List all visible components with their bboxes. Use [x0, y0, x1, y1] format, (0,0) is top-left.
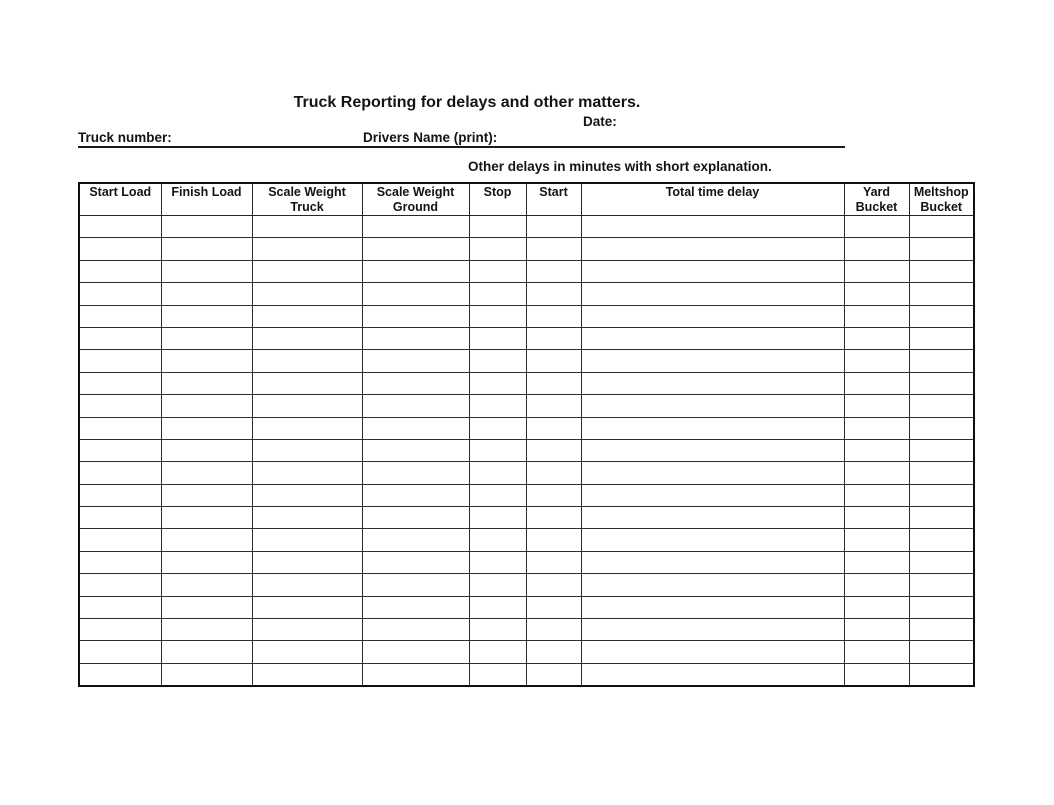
table-row: [79, 216, 974, 238]
table-row: [79, 439, 974, 461]
table-cell-scale-weight-ground: [362, 417, 469, 439]
table-row: [79, 327, 974, 349]
table-cell-meltshop-bucket: [909, 350, 974, 372]
table-cell-scale-weight-ground: [362, 283, 469, 305]
table-row: [79, 663, 974, 685]
column-header-meltshop-bucket: Meltshop Bucket: [909, 183, 974, 216]
table-cell-meltshop-bucket: [909, 395, 974, 417]
table-cell-yard-bucket: [844, 529, 909, 551]
table-cell-start-load: [79, 507, 161, 529]
table-row: [79, 641, 974, 663]
table-cell-total-time-delay: [581, 305, 844, 327]
table-cell-total-time-delay: [581, 507, 844, 529]
table-cell-stop: [469, 260, 526, 282]
table-cell-meltshop-bucket: [909, 439, 974, 461]
table-row: [79, 238, 974, 260]
table-cell-stop: [469, 417, 526, 439]
table-cell-total-time-delay: [581, 462, 844, 484]
table-cell-start: [526, 260, 581, 282]
table-cell-finish-load: [161, 372, 252, 394]
table-cell-total-time-delay: [581, 238, 844, 260]
table-cell-scale-weight-truck: [252, 439, 362, 461]
table-cell-yard-bucket: [844, 305, 909, 327]
table-cell-start-load: [79, 305, 161, 327]
table-cell-scale-weight-ground: [362, 641, 469, 663]
table-row: [79, 596, 974, 618]
column-header-total-time-delay: Total time delay: [581, 183, 844, 216]
table-cell-scale-weight-ground: [362, 551, 469, 573]
table-row: [79, 372, 974, 394]
table-cell-stop: [469, 439, 526, 461]
table-cell-scale-weight-truck: [252, 462, 362, 484]
table-cell-total-time-delay: [581, 663, 844, 685]
table-cell-meltshop-bucket: [909, 663, 974, 685]
table-cell-finish-load: [161, 462, 252, 484]
table-cell-stop: [469, 283, 526, 305]
table-cell-start: [526, 574, 581, 596]
drivers-name-label: Drivers Name (print):: [363, 130, 498, 145]
table-cell-stop: [469, 238, 526, 260]
table-row: [79, 529, 974, 551]
table-header-row: [79, 183, 974, 216]
table-cell-total-time-delay: [581, 574, 844, 596]
table-cell-finish-load: [161, 260, 252, 282]
table-cell-finish-load: [161, 439, 252, 461]
table-cell-start-load: [79, 238, 161, 260]
table-cell-meltshop-bucket: [909, 596, 974, 618]
column-header-scale-weight-truck: Scale Weight Truck: [252, 183, 362, 216]
column-header-finish-load: Finish Load: [161, 183, 252, 216]
table-cell-yard-bucket: [844, 462, 909, 484]
table-cell-finish-load: [161, 529, 252, 551]
table-cell-start: [526, 216, 581, 238]
table-cell-meltshop-bucket: [909, 484, 974, 506]
table-cell-scale-weight-truck: [252, 350, 362, 372]
table-cell-scale-weight-ground: [362, 395, 469, 417]
table-row: [79, 260, 974, 282]
table-cell-start: [526, 529, 581, 551]
table-cell-yard-bucket: [844, 350, 909, 372]
table-cell-meltshop-bucket: [909, 260, 974, 282]
table-cell-stop: [469, 216, 526, 238]
table-cell-scale-weight-truck: [252, 417, 362, 439]
table-cell-start-load: [79, 372, 161, 394]
table-cell-finish-load: [161, 417, 252, 439]
table-cell-scale-weight-ground: [362, 574, 469, 596]
table-cell-start: [526, 238, 581, 260]
table-cell-start-load: [79, 462, 161, 484]
table-cell-yard-bucket: [844, 484, 909, 506]
table-row: [79, 462, 974, 484]
table-cell-start: [526, 641, 581, 663]
date-label: Date:: [583, 114, 617, 129]
table-cell-start: [526, 439, 581, 461]
table-caption: Other delays in minutes with short explanation.: [468, 159, 772, 174]
table-cell-meltshop-bucket: [909, 327, 974, 349]
column-header-start: Start: [526, 183, 581, 216]
table-row: [79, 574, 974, 596]
table-cell-stop: [469, 596, 526, 618]
table-cell-total-time-delay: [581, 260, 844, 282]
table-cell-scale-weight-ground: [362, 596, 469, 618]
table-cell-meltshop-bucket: [909, 216, 974, 238]
table-row: [79, 507, 974, 529]
table-cell-scale-weight-ground: [362, 350, 469, 372]
table-cell-yard-bucket: [844, 372, 909, 394]
table-row: [79, 551, 974, 573]
table-cell-stop: [469, 551, 526, 573]
table-cell-start: [526, 663, 581, 685]
table-cell-scale-weight-ground: [362, 462, 469, 484]
table-cell-stop: [469, 641, 526, 663]
table-cell-meltshop-bucket: [909, 305, 974, 327]
table-cell-stop: [469, 395, 526, 417]
table-row: [79, 417, 974, 439]
table-cell-scale-weight-truck: [252, 484, 362, 506]
table-cell-stop: [469, 305, 526, 327]
table-cell-yard-bucket: [844, 238, 909, 260]
table-cell-meltshop-bucket: [909, 507, 974, 529]
table-cell-start-load: [79, 574, 161, 596]
table-cell-finish-load: [161, 507, 252, 529]
table-cell-finish-load: [161, 238, 252, 260]
table-cell-yard-bucket: [844, 417, 909, 439]
table-cell-yard-bucket: [844, 663, 909, 685]
table-cell-yard-bucket: [844, 551, 909, 573]
table-cell-yard-bucket: [844, 574, 909, 596]
table-cell-scale-weight-ground: [362, 529, 469, 551]
table-cell-total-time-delay: [581, 484, 844, 506]
table-cell-start-load: [79, 641, 161, 663]
table-cell-start-load: [79, 596, 161, 618]
table-cell-meltshop-bucket: [909, 574, 974, 596]
table-cell-stop: [469, 619, 526, 641]
table-cell-start: [526, 372, 581, 394]
table-cell-finish-load: [161, 283, 252, 305]
table-cell-scale-weight-ground: [362, 327, 469, 349]
header-fill-line: [78, 146, 845, 148]
table-cell-scale-weight-ground: [362, 484, 469, 506]
table-cell-finish-load: [161, 327, 252, 349]
table-cell-scale-weight-ground: [362, 663, 469, 685]
table-cell-total-time-delay: [581, 216, 844, 238]
column-header-scale-weight-ground: Scale Weight Ground: [362, 183, 469, 216]
table-cell-meltshop-bucket: [909, 417, 974, 439]
table-cell-stop: [469, 507, 526, 529]
table-cell-scale-weight-truck: [252, 529, 362, 551]
table-cell-total-time-delay: [581, 551, 844, 573]
table-cell-stop: [469, 372, 526, 394]
table-cell-total-time-delay: [581, 641, 844, 663]
table-cell-start: [526, 283, 581, 305]
table-cell-start-load: [79, 350, 161, 372]
table-cell-stop: [469, 327, 526, 349]
table-cell-total-time-delay: [581, 417, 844, 439]
table-cell-meltshop-bucket: [909, 529, 974, 551]
table-cell-total-time-delay: [581, 619, 844, 641]
table-cell-meltshop-bucket: [909, 238, 974, 260]
table-cell-finish-load: [161, 216, 252, 238]
table-cell-yard-bucket: [844, 596, 909, 618]
table-cell-total-time-delay: [581, 439, 844, 461]
table-cell-yard-bucket: [844, 507, 909, 529]
table-row: [79, 283, 974, 305]
truck-number-label: Truck number:: [78, 130, 172, 145]
table-cell-start: [526, 507, 581, 529]
table-cell-yard-bucket: [844, 395, 909, 417]
table-cell-start-load: [79, 260, 161, 282]
table-cell-scale-weight-truck: [252, 216, 362, 238]
table-cell-start: [526, 305, 581, 327]
table-cell-finish-load: [161, 551, 252, 573]
table-cell-scale-weight-truck: [252, 260, 362, 282]
table-cell-meltshop-bucket: [909, 619, 974, 641]
table-cell-yard-bucket: [844, 216, 909, 238]
table-cell-scale-weight-ground: [362, 260, 469, 282]
table-cell-start-load: [79, 529, 161, 551]
table-cell-start-load: [79, 395, 161, 417]
table-cell-scale-weight-ground: [362, 305, 469, 327]
table-cell-scale-weight-ground: [362, 372, 469, 394]
table-cell-meltshop-bucket: [909, 283, 974, 305]
table-cell-stop: [469, 663, 526, 685]
table-cell-start-load: [79, 619, 161, 641]
table-cell-stop: [469, 574, 526, 596]
table-cell-total-time-delay: [581, 350, 844, 372]
table-cell-scale-weight-truck: [252, 238, 362, 260]
table-cell-meltshop-bucket: [909, 462, 974, 484]
table-cell-yard-bucket: [844, 327, 909, 349]
form-title: Truck Reporting for delays and other matters.: [293, 94, 641, 111]
table-cell-total-time-delay: [581, 596, 844, 618]
table-cell-scale-weight-truck: [252, 619, 362, 641]
table-cell-scale-weight-truck: [252, 641, 362, 663]
table-cell-scale-weight-truck: [252, 551, 362, 573]
table-cell-yard-bucket: [844, 641, 909, 663]
table-row: [79, 395, 974, 417]
table-cell-scale-weight-ground: [362, 238, 469, 260]
table-cell-start: [526, 395, 581, 417]
table-cell-scale-weight-truck: [252, 283, 362, 305]
table-cell-total-time-delay: [581, 327, 844, 349]
table-cell-meltshop-bucket: [909, 641, 974, 663]
table-row: [79, 484, 974, 506]
table-cell-scale-weight-truck: [252, 663, 362, 685]
table-cell-total-time-delay: [581, 395, 844, 417]
table-cell-yard-bucket: [844, 260, 909, 282]
table-cell-yard-bucket: [844, 619, 909, 641]
table-cell-yard-bucket: [844, 283, 909, 305]
table-cell-stop: [469, 529, 526, 551]
table-cell-start-load: [79, 484, 161, 506]
table-cell-start-load: [79, 327, 161, 349]
table-cell-scale-weight-truck: [252, 596, 362, 618]
table-cell-finish-load: [161, 305, 252, 327]
delay-report-table: [78, 182, 975, 687]
table-cell-start: [526, 462, 581, 484]
table-cell-finish-load: [161, 619, 252, 641]
table-cell-scale-weight-ground: [362, 619, 469, 641]
column-header-yard-bucket: Yard Bucket: [844, 183, 909, 216]
table-cell-scale-weight-ground: [362, 507, 469, 529]
table-cell-start-load: [79, 551, 161, 573]
table-cell-finish-load: [161, 663, 252, 685]
table-cell-start: [526, 596, 581, 618]
table-cell-scale-weight-ground: [362, 216, 469, 238]
table-cell-scale-weight-truck: [252, 305, 362, 327]
table-cell-start-load: [79, 417, 161, 439]
table-cell-scale-weight-truck: [252, 372, 362, 394]
table-cell-yard-bucket: [844, 439, 909, 461]
table-cell-total-time-delay: [581, 283, 844, 305]
table-cell-stop: [469, 350, 526, 372]
table-cell-start: [526, 327, 581, 349]
table-cell-scale-weight-ground: [362, 439, 469, 461]
table-cell-scale-weight-truck: [252, 395, 362, 417]
table-cell-start-load: [79, 663, 161, 685]
table-cell-start-load: [79, 439, 161, 461]
column-header-start-load: Start Load: [79, 183, 161, 216]
table-cell-start: [526, 619, 581, 641]
table-cell-finish-load: [161, 574, 252, 596]
table-cell-finish-load: [161, 484, 252, 506]
table-cell-finish-load: [161, 596, 252, 618]
table-cell-finish-load: [161, 350, 252, 372]
table-cell-meltshop-bucket: [909, 372, 974, 394]
table-cell-stop: [469, 484, 526, 506]
table-cell-total-time-delay: [581, 372, 844, 394]
table-cell-start-load: [79, 283, 161, 305]
table-cell-scale-weight-truck: [252, 507, 362, 529]
table-cell-stop: [469, 462, 526, 484]
table-cell-finish-load: [161, 395, 252, 417]
table-cell-meltshop-bucket: [909, 551, 974, 573]
table-cell-start: [526, 417, 581, 439]
table-row: [79, 350, 974, 372]
table-cell-start: [526, 484, 581, 506]
table-row: [79, 619, 974, 641]
table-cell-total-time-delay: [581, 529, 844, 551]
table-cell-start: [526, 350, 581, 372]
table-cell-scale-weight-truck: [252, 327, 362, 349]
table-cell-finish-load: [161, 641, 252, 663]
table-cell-scale-weight-truck: [252, 574, 362, 596]
table-cell-start-load: [79, 216, 161, 238]
column-header-stop: Stop: [469, 183, 526, 216]
table-cell-start: [526, 551, 581, 573]
table-row: [79, 305, 974, 327]
